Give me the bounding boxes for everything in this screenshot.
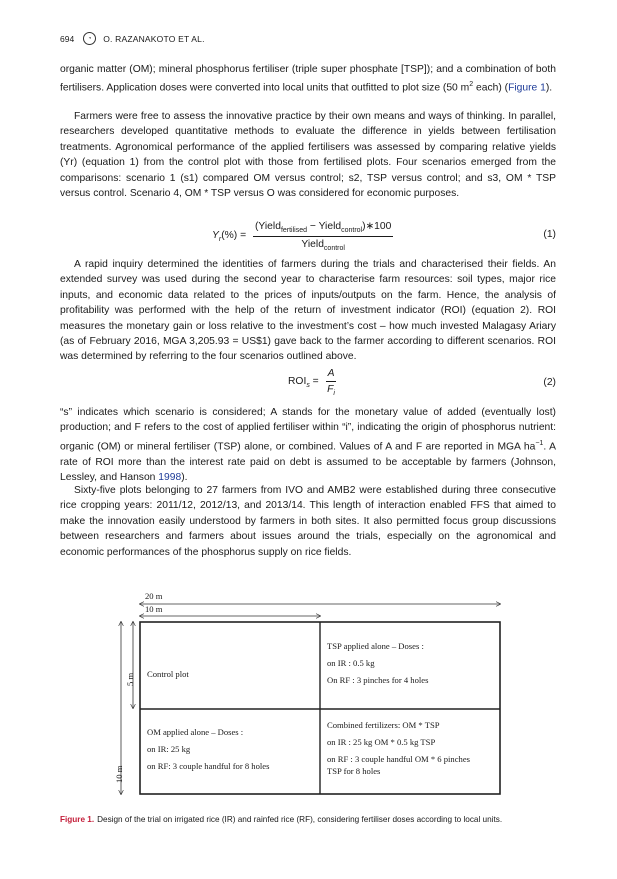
para1-line3a: each) ( [476, 82, 509, 94]
eq1-lhs: $Y_r(\%)$ = [212, 229, 247, 243]
eq1-fraction [253, 220, 393, 252]
running-header [60, 32, 205, 45]
page-number: 694 [60, 33, 75, 44]
eq2-lhs: $ROI_s$ = [288, 375, 319, 390]
journal-logo-icon: ◔ [83, 32, 96, 45]
para5-text: Sixty-five plots belonging to 27 farmers from IVO and AMB2 were established during three consecutive rice cropping years: 2011/12, 2012/13, and 2013/14. This length of interaction enabled FFS that aimed to make the innovation easily understood by farmers in both sites. It also permitted focus group discussions between researchers and farmers about issues around the trials, especially on the agronomical and economic performances of the phosphorus supply on rice fields. [60, 485, 556, 558]
tsp-rf: On RF : 3 pinches for 4 holes [327, 675, 429, 685]
dim-10m-side-label: 10 m [114, 765, 124, 783]
para3-text: A rapid inquiry determined the identities of farmers during the trials and characterised their fields. An extended survey was used during the second year to characterise farm resources: soil types, major rice inputs, and economic data related to the prices of inputs/outputs on the farm. Hence, the analysis of profitability was performed with the help of the return of investment indicator (ROI) (equation 2). ROI measures the monetary gain or loss relative to the investment’s cost – how much invested Malagasy Ariary (as of February 2016, MGA 3,205.93 = US$1) gave back to the farmer according to different scenarios. ROI was determined by referring to the four scenarios outlined above. [60, 259, 556, 363]
figure-1-caption [60, 815, 502, 824]
para4-text-a: “s” indicates which scenario is considered; A stands for the monetary value of added (eventually lost) production; and F refers to the cost of applied fertiliser within “i”, indicating the origin of phosphorus nutrient: organic (OM) or mineral fertiliser (TSP) alone, or combined. Values of A and F are reported in MGA ha [60, 407, 556, 453]
eq2-number: (2) [543, 377, 556, 388]
para4-text-c: ). [181, 472, 188, 484]
paragraph-1 [60, 62, 556, 96]
figure-1 [113, 588, 503, 800]
control-plot-label: Control plot [147, 669, 189, 679]
eq1-number: (1) [543, 229, 556, 240]
paragraph-4 [60, 405, 556, 485]
paragraph-2 [60, 109, 556, 201]
tsp-title: TSP applied alone – Doses : [327, 641, 424, 651]
reference-1998-link[interactable]: 1998 [158, 472, 182, 484]
running-authors: O. RAZANAKOTO ET AL. [103, 33, 205, 44]
combined-ir: on IR : 25 kg OM * 0.5 kg TSP [327, 737, 436, 747]
eq1-numerator: (Yield$_{fertilised}$ − Yield$_{control}$)∗100 [253, 220, 393, 237]
eq2-fraction [326, 368, 337, 397]
control-plot-cell [147, 668, 189, 685]
combined-cell [327, 719, 470, 782]
para4-superscript: −1 [535, 439, 544, 447]
dim-5m-label: 5 m [125, 672, 135, 686]
tsp-ir: on IR : 0.5 kg [327, 658, 375, 668]
para1-superscript: 2 [469, 81, 474, 89]
para4-text-b: . A rate of ROI more than the interest rate paid on debt is assumed to be acceptable by farmers (Johnson, Lessley, and Hanson [60, 441, 556, 484]
caption-text: Design of the trial on irrigated rice (IR) and rainfed rice (RF), considering fertiliser doses according to local units. [97, 815, 503, 824]
para1-line3b: ). [545, 82, 553, 94]
om-title: OM applied alone – Doses : [147, 727, 244, 737]
dim-10m-top-label: 10 m [145, 604, 163, 614]
paragraph-3 [60, 257, 556, 365]
paragraph-5 [60, 483, 556, 560]
om-rf: on RF: 3 couple handful for 8 holes [147, 761, 270, 771]
para1-line2: of both fertilisers. Application doses were converted into local units that outfitted to plot size (50 m [60, 64, 556, 94]
figure-1-link[interactable]: Figure 1 [508, 82, 546, 94]
om-ir: on IR: 25 kg [147, 744, 191, 754]
tsp-cell [327, 640, 428, 691]
eq2-numerator: A [326, 368, 337, 382]
combined-rf-line2: TSP for 8 holes [327, 766, 381, 776]
para1-line1: organic matter (OM); mineral phosphorus fertiliser (triple super phosphate [TSP]); and a combination [60, 64, 521, 75]
combined-title: Combined fertilizers: OM * TSP [327, 720, 440, 730]
eq1-denominator: Yield$_{control}$ [301, 239, 345, 253]
dim-20m-label: 20 m [145, 591, 163, 601]
caption-label: Figure 1. [60, 815, 95, 824]
eq2-denominator: $F_i$ [327, 384, 335, 398]
combined-rf-line1: on RF : 3 couple handful OM * 6 pinches [327, 754, 470, 764]
om-cell [147, 726, 269, 777]
para2-text: Farmers were free to assess the innovative practice by their own means and ways of thinking. In parallel, researchers developed quantitative methods to evaluate the difference in yields between fertilisation treatments. Agronomical performance of the applied fertilisers was assessed by comparing relative yields (Yr) (equation 1) from the control plot with those from fertilised plots. Four scenarios emerged from the comparisons: scenario 1 (s1) compared OM versus control; s2, TSP versus control; and s3, OM * TSP versus control. Scenario 4, OM * TSP versus O was considered for economic purposes. [60, 111, 556, 200]
